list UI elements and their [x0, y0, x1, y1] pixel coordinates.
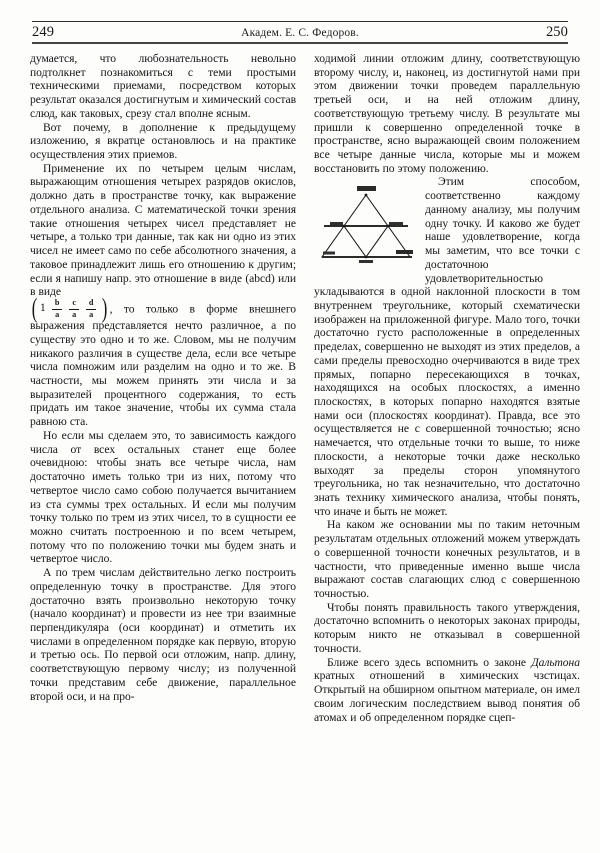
triangle-diagram-figure — [314, 177, 418, 273]
paragraph-with-figure — [314, 175, 580, 518]
bottom-center-label-mark — [359, 260, 373, 263]
paragraph-with-formula — [30, 293, 296, 429]
triangle-diagram-svg — [314, 177, 418, 273]
running-head-title: Академ. Е. С. Федоров. — [241, 26, 359, 39]
bottom-left-label-mark — [323, 252, 335, 255]
formula-leading-term: 1 — [39, 302, 46, 315]
apex-label-mark — [357, 186, 376, 191]
column-right — [314, 52, 580, 825]
fraction-b-a — [52, 299, 62, 319]
body-columns — [30, 52, 580, 825]
column-left — [30, 52, 296, 825]
bottom-right-label-mark — [396, 250, 413, 254]
inner-inverted-triangle — [344, 226, 388, 257]
paragraph: На каком же основании мы по таким неточным результатам отдельных отложений можем утверждать о совершенной точности конечных результатов, и в частности, что приведенные именно выше числа выражают состав слагающих слюд с совершенною точностью. — [314, 518, 580, 601]
paragraph: Применение их по четырем целым числам, выражающим отношения четырех разрядов окислов, должно дать в пространстве точку, как выражение отдельного анализа. С математической точки зрения такие отношения четырех чисел представляет не четыре, а только три данные, так как ни одно из этих чисел не имеет само по себе абсолютного значения, а таковое принадлежит лишь его отношению к другим; если я напишу напр. это отношение в виде (abcd) или в виде — [30, 161, 296, 299]
paragraph: Вот почему, в дополнение к предыдущему изложению, я вкратце остановлюсь и на практике осуществления этих приемов. — [30, 120, 296, 162]
node-bottom-center — [365, 256, 368, 259]
right-node-label-mark — [389, 222, 403, 225]
running-head — [32, 23, 568, 42]
paragraph: думается, что любознательность невольно подтолкнет познакомиться с теми простыми техническими приемами, посредством которых результат оказался достигнутым и химический состав слюд, как таковых, срезу стал вполне ясным. — [30, 52, 296, 120]
ratio-formula — [30, 293, 109, 324]
paragraph: ходимой линии отложим длину, соответствующую второму числу, и, наконец, из достигнутой нами при этом движении точки проведем параллельную третьей оси, и на ней отложим длину, соответствующую третьему числу. В результате мы пришли к совершенно определенной точке в пространстве, ясно выражающей своим положением все четыре данные числа, которые мы и можем восстановить по этому положению. — [314, 52, 580, 175]
fraction-numerator: c — [72, 297, 76, 307]
fraction-numerator: b — [54, 297, 60, 307]
paragraph-text: Этим способом, соответственно каждому данному анализу, мы получим одну точку. И каково же будет наше удовлетворение, когда мы заметим, что все точки с достаточною удовлетворительностью укладываются в одной наклонной плоскости в том внутреннем треугольнике, который схематически изображен на приложенной фигуре. Мало того, точки достаточно густо расположенные в определенных пределах, совершенно не выходят из этих пределов, а сами пределы превосходно очерчиваются в виде трех прямых, попарно пересекающихся в точках, находящихся на особых плоскостях, а именно плоскостях, в которых попарно находятся взятые нами оси (плоскостях координат). Правда, все это осуществляется не с совершенной точностью; ясно намечается, что отдельные точки то выше, то ниже плоскости, а некоторые точки даже несколько выходят за пределы сторон упомянутого треугольника, но так незначительно, что достаточно знать технику химического анализа, чтобы понять, что иначе и быть не может. — [314, 175, 580, 518]
paragraph-dalton — [314, 656, 580, 725]
fraction-numerator: d — [88, 297, 94, 307]
paragraph-text-tail: кратных отношений в химических чзстицах. Открытый на обширном опытном материале, он имел своим логическим последствием вывод понятия об атомах и об определенном порядке сцеп- — [314, 669, 580, 724]
node-apex — [365, 194, 368, 197]
header-rule-top — [32, 21, 568, 22]
fraction-d-a — [86, 299, 96, 319]
formula-open-paren: ( — [31, 293, 38, 324]
left-node-label-mark — [330, 222, 343, 225]
paragraph-text: , то только в форме внешнего выражения представляется нечто различное, а по существу это одно и то же. Словом, мы не получим никакого различия в существе дела, если все четыре числа помножим или разделим на одно и то же. В частности, мы можем принять эти числа и за выразителей процентного содержания, то есть придать им такое значение, чтобы их сумма стала равною ста. — [30, 302, 296, 429]
fraction-denominator: a — [89, 309, 94, 319]
fraction-denominator: a — [55, 309, 60, 319]
paragraph: А по трем числам действительно легко построить определенную точку в пространстве. Для этого достаточно взять произвольно некоторую точку (начало координат) и провести из нее три взаимные перпендикуляра (оси координат) и отметить их числами в определенном порядке как первую, вторую и третью ось. По первой оси отложим, напр. длину, соответствующую первому числу; из полученной точки представим себе движение, параллельное второй оси, и на про- — [30, 566, 296, 703]
dalton-name: Дальтона — [531, 655, 580, 669]
folio-left: 249 — [32, 24, 55, 40]
fraction-c-a — [69, 299, 79, 319]
node-right — [387, 225, 390, 228]
node-left — [343, 225, 346, 228]
folio-right: 250 — [545, 24, 568, 40]
formula-close-paren: ) — [101, 293, 107, 324]
paragraph: Но если мы сделаем это, то зависимость каждого числа от всех остальных станет еще более очевидною: чтобы знать все четыре числа, нам достаточно иметь только три из них, потому что четвертое число само собою получается вычитанием из ста суммы трех остальных. И если мы получим точку только по трем из этих чисел, то в сущности ее можно считать построенною и по всем четырем, потому что по положению точки мы будем знать и четвертое число. — [30, 428, 296, 566]
paragraph-text-lead: Ближе всего здесь вспомнить о законе — [327, 655, 532, 669]
header-rule-bottom — [32, 42, 568, 44]
paragraph: Чтобы понять правильность такого утверждения, достаточно вспомнить о некоторых законах природы, которым никто не отказывал в совершенной точности. — [314, 600, 580, 655]
fraction-denominator: a — [72, 309, 77, 319]
